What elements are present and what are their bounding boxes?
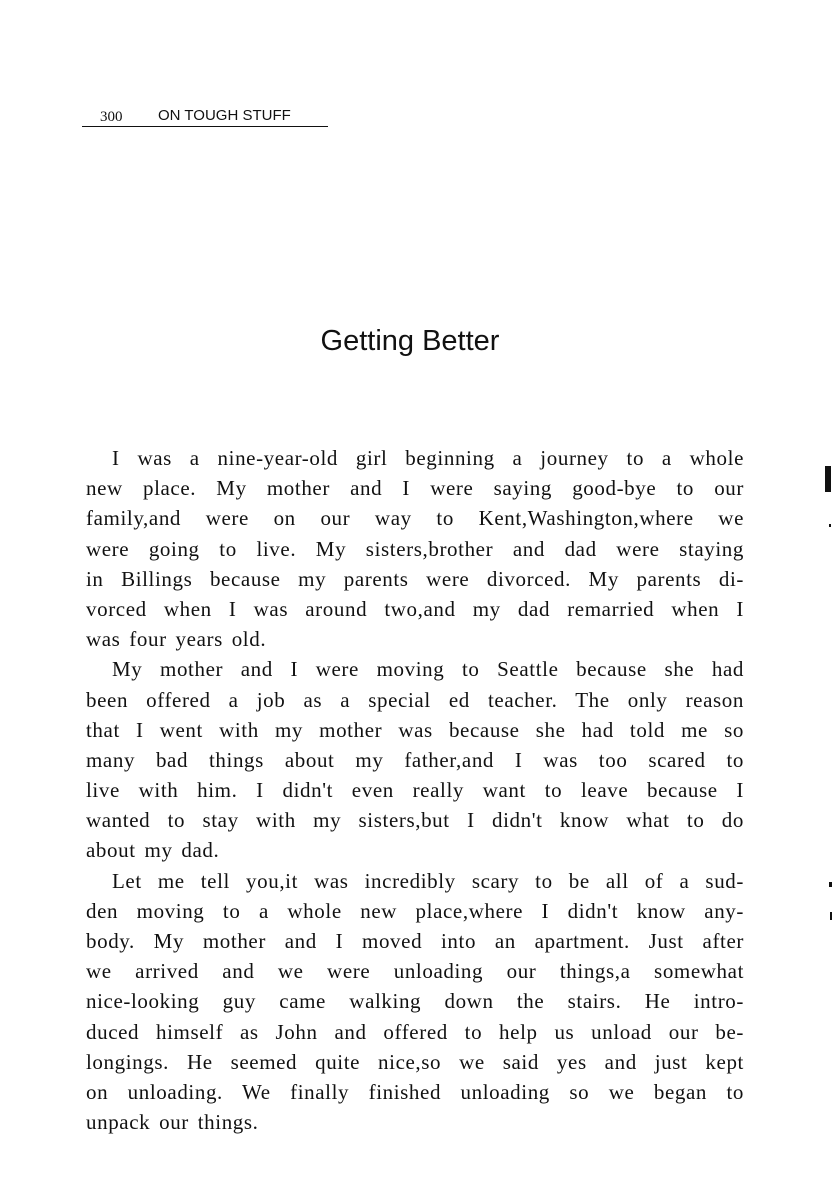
scan-edge-mark [825,466,831,492]
body-text [86,443,744,1137]
text-line: family,and were on our way to Kent,Washington,where we [86,506,744,531]
text-line: that I went with my mother was because she had told me so [86,717,744,742]
text-line: many bad things about my father,and I was too scared to [86,747,744,772]
text-line: in Billings because my parents were divorced. My parents di- [86,566,744,591]
scan-edge-mark [829,524,831,527]
text-line: we arrived and we were unloading our things,a somewhat [86,959,744,984]
text-line: new place. My mother and I were saying good-bye to our [86,476,744,501]
scan-edge-mark [829,882,832,887]
text-line: vorced when I was around two,and my dad remarried when I [86,596,744,621]
text-line: nice-looking guy came walking down the stairs. He intro- [86,989,744,1014]
text-line: den moving to a whole new place,where I didn't know any- [86,898,744,923]
text-line: Let me tell you,it was incredibly scary to be all of a sud- [112,868,744,893]
text-line: on unloading. We finally finished unloading so we began to [86,1079,744,1104]
chapter-title: Getting Better [320,325,500,357]
text-line: body. My mother and I moved into an apartment. Just after [86,929,744,953]
text-line: live with him. I didn't even really want to leave because I [86,778,744,803]
text-line: been offered a job as a special ed teacher. The only reason [86,687,744,712]
page-number: 300 [100,109,123,125]
running-head [82,106,328,127]
text-line: My mother and I were moving to Seattle because she had [112,657,744,682]
text-line: I was a nine-year-old girl beginning a journey to a whole [112,446,744,470]
text-line: about my dad. [86,838,220,863]
text-line: was four years old. [86,627,267,652]
text-line: wanted to stay with my sisters,but I didn't know what to do [86,808,744,833]
text-line: duced himself as John and offered to help us unload our be- [86,1019,744,1044]
text-line: unpack our things. [86,1110,259,1135]
scan-edge-mark [830,912,832,920]
text-line: longings. He seemed quite nice,so we said yes and just kept [86,1049,744,1074]
section-title: ON TOUGH STUFF [158,107,291,124]
text-line: were going to live. My sisters,brother and dad were staying [86,536,744,561]
